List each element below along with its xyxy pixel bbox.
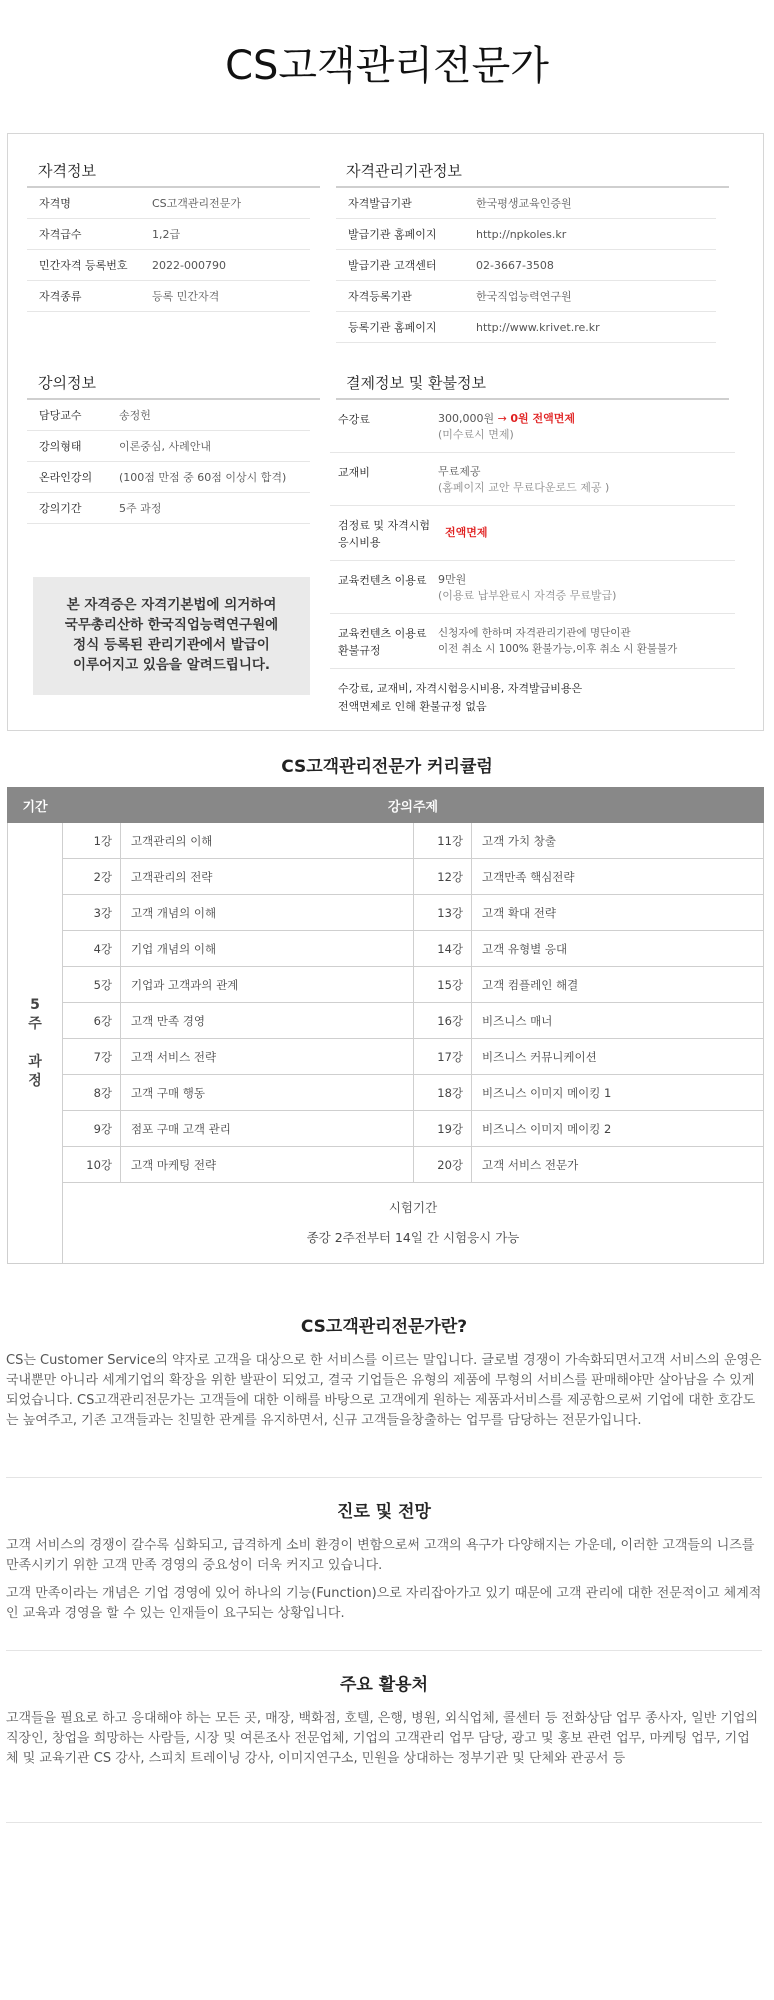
lecture-subject: 고객 마케팅 전략 [121, 1147, 414, 1183]
agency-row [336, 312, 716, 343]
table-row [8, 967, 764, 1003]
content-fee-label: 교육컨텐츠 이용료 [338, 574, 427, 587]
exam-fee-row [330, 506, 735, 561]
lecture-subject: 고객 서비스 전략 [121, 1039, 414, 1075]
career-paragraph: 고객 만족이라는 개념은 기업 경영에 있어 하나의 기능(Function)으로 자리잡아가고 있기 때문에 고객 관리에 대한 전문적이고 체계적인 교육과 경영을 할 수 있는 인재들이 요구되는 상황입니다. [6, 1586, 762, 1621]
agency-key: 등록기관 홈페이지 [348, 321, 437, 334]
fee-label: 수강료 [338, 413, 370, 426]
lecture-number: 7강 [63, 1039, 121, 1075]
notice-line: 정식 등록된 관리기관에서 발급이 [73, 637, 270, 653]
fee-note: (미수료시 면제) [438, 428, 514, 441]
lecture-subject: 비즈니스 매너 [472, 1003, 764, 1039]
book-row [330, 453, 735, 506]
lecture-number: 16강 [414, 1003, 472, 1039]
book-label: 교재비 [338, 466, 370, 479]
lecture-subject: 고객 구매 행동 [121, 1075, 414, 1111]
refund-row [330, 614, 735, 669]
exam-period-title: 시험기간 [388, 1200, 438, 1215]
cert-row [27, 281, 310, 312]
divider [6, 1477, 762, 1478]
lecture-subject: 기업 개념의 이해 [121, 931, 414, 967]
lecture-value: (100점 만점 중 60점 이상시 합격) [119, 471, 287, 484]
arrow-icon: → [497, 412, 507, 425]
cert-value: 2022-000790 [152, 258, 226, 272]
registry-homepage-link[interactable]: http://www.krivet.re.kr [476, 320, 600, 334]
career-title: 진로 및 전망 [337, 1502, 431, 1522]
exam-period-cell [63, 1183, 764, 1264]
refund-summary-line: 전액면제로 인해 환불규정 없음 [338, 700, 487, 713]
lecture-number: 13강 [414, 895, 472, 931]
lecture-number: 3강 [63, 895, 121, 931]
lecture-value: 5주 과정 [119, 502, 162, 515]
lecture-row [27, 493, 310, 524]
lecture-row [27, 431, 310, 462]
refund-summary-line: 수강료, 교재비, 자격시험응시비용, 자격발급비용은 [338, 682, 583, 695]
cert-key: 민간자격 등록번호 [39, 259, 128, 272]
about-body: CS는 Customer Service의 약자로 고객을 대상으로 한 서비스를 이르는 말입니다. 글로벌 경쟁이 가속화되면서고객 서비스의 운영은 국내뿐만 아니라 세계기업의 확장을 위한 발판이 되었고, 결국 기업들은 유형의 제품에 무형의 서비스를 판매해야만 살아남을 수 있게 되었습니다. CS고객관리전문가는 고객들에 대한 이해를 바탕으로 고객에게 원하는 제품과서비스를 제공함으로써 기업에 대한 호감도는 높여주고, 기존 고객들과는 친밀한 관계를 유지하면서, 신규 고객들을창출하는 업무를 담당하는 전문가입니다. [6, 1353, 762, 1428]
topic-header: 강의주제 [63, 788, 764, 823]
curriculum-title: CS고객관리전문가 커리큘럼 [281, 757, 493, 777]
notice-line: 이루어지고 있음을 알려드립니다. [72, 657, 271, 673]
lecture-number: 18강 [414, 1075, 472, 1111]
agency-key: 자격등록기관 [348, 290, 412, 303]
usage-title: 주요 활용처 [339, 1675, 429, 1695]
cert-row [27, 250, 310, 281]
lecture-number: 4강 [63, 931, 121, 967]
refund-value: 신청자에 한하며 자격관리기관에 명단이관 [438, 627, 631, 639]
lecture-number: 9강 [63, 1111, 121, 1147]
cert-key: 자격종류 [39, 290, 82, 303]
table-row [8, 1003, 764, 1039]
agency-row [336, 188, 716, 219]
lecture-row [27, 462, 310, 493]
table-row [8, 1039, 764, 1075]
fee-row [330, 400, 735, 453]
content-fee-note: (이용료 납부완료시 자격증 무료발급) [438, 589, 617, 602]
lecture-number: 8강 [63, 1075, 121, 1111]
lecture-subject: 점포 구매 고객 관리 [121, 1111, 414, 1147]
cert-key: 자격급수 [39, 228, 82, 241]
period-text: 주 [28, 1015, 42, 1032]
cert-row [27, 188, 310, 219]
period-cell [8, 823, 63, 1264]
lecture-subject: 고객관리의 이해 [121, 823, 414, 859]
cert-key: 자격명 [39, 197, 71, 210]
period-text: 5 [30, 996, 40, 1013]
agency-key: 발급기관 홈페이지 [348, 228, 437, 241]
lecture-subject: 고객 가치 창출 [472, 823, 764, 859]
lecture-subject: 기업과 고객과의 관계 [121, 967, 414, 1003]
cert-info-table [27, 188, 310, 312]
about-title: CS고객관리전문가란? [300, 1317, 468, 1337]
content-fee-value: 9만원 [438, 573, 467, 586]
lecture-subject: 비즈니스 이미지 메이킹 2 [472, 1111, 764, 1147]
exam-fee-label: 검정료 및 자격시험 [338, 519, 431, 532]
lecture-number: 11강 [414, 823, 472, 859]
lecture-number: 5강 [63, 967, 121, 1003]
table-row [8, 931, 764, 967]
lecture-number: 10강 [63, 1147, 121, 1183]
notice-line: 국무총리산하 한국직업능력연구원에 [64, 617, 279, 633]
lecture-info-title: 강의정보 [38, 374, 96, 392]
agency-homepage-link[interactable]: http://npkoles.kr [476, 227, 567, 241]
agency-row [336, 219, 716, 250]
content-fee-row [330, 561, 735, 614]
curriculum-table [7, 787, 764, 1264]
period-text: 과 [28, 1053, 42, 1070]
career-section [6, 1497, 762, 1624]
fee-free: 0원 전액면제 [510, 412, 575, 425]
lecture-subject: 고객 컴플레인 해결 [472, 967, 764, 1003]
table-row [8, 1147, 764, 1183]
agency-info-title: 자격관리기관정보 [346, 162, 462, 180]
lecture-number: 2강 [63, 859, 121, 895]
usage-body: 고객들을 필요로 하고 응대해야 하는 모든 곳, 매장, 백화점, 호텔, 은행, 병원, 외식업체, 콜센터 등 전화상담 업무 종사자, 일반 기업의 직장인, 창업을 희망하는 사람들, 시장 및 여론조사 전문업체, 기업의 고객관리 업무 담당, 광고 및 홍보 관련 업무, 마케팅 업무, 기업체 및 교육기관 CS 강사, 스피치 트레이닝 강사, 이미지연구소, 민원을 상대하는 정부기관 및 단체와 관공서 등 [6, 1711, 759, 1766]
lecture-subject: 고객 만족 경영 [121, 1003, 414, 1039]
lecture-number: 14강 [414, 931, 472, 967]
table-row [8, 859, 764, 895]
refund-value-2: 이전 취소 시 100% 환불가능,이후 취소 시 환불불가 [438, 643, 678, 655]
lecture-number: 19강 [414, 1111, 472, 1147]
lecture-number: 6강 [63, 1003, 121, 1039]
lecture-number: 20강 [414, 1147, 472, 1183]
lecture-number: 1강 [63, 823, 121, 859]
lecture-value: 이론중심, 사례안내 [119, 440, 212, 453]
refund-label-2: 환불규정 [338, 644, 381, 657]
agency-row [336, 281, 716, 312]
agency-value: 한국평생교육인증원 [476, 197, 572, 210]
career-paragraph: 고객 서비스의 경쟁이 갈수록 심화되고, 급격하게 소비 환경이 변함으로써 고객의 욕구가 다양해지는 가운데, 이러한 고객들의 니즈를 만족시키기 위한 고객 만족 경영의 중요성이 더욱 커지고 있습니다. [6, 1538, 755, 1573]
cert-row [27, 219, 310, 250]
agency-key: 발급기관 고객센터 [348, 259, 437, 272]
lecture-key: 온라인강의 [39, 471, 93, 484]
payment-table [330, 400, 735, 716]
agency-value: 02-3667-3508 [476, 258, 554, 272]
table-row [8, 1075, 764, 1111]
agency-row [336, 250, 716, 281]
exam-fee-label-2: 응시비용 [338, 536, 381, 549]
lecture-number: 12강 [414, 859, 472, 895]
refund-label: 교육컨텐츠 이용료 [338, 627, 427, 640]
lecture-key: 담당교수 [39, 409, 82, 422]
divider [6, 1822, 762, 1823]
lecture-subject: 고객관리의 전략 [121, 859, 414, 895]
agency-key: 자격발급기관 [348, 197, 412, 210]
certification-notice [33, 577, 310, 695]
table-row [8, 823, 764, 859]
exam-period-row [8, 1183, 764, 1264]
agency-info-table [336, 188, 716, 343]
fee-price: 300,000원 [438, 412, 495, 425]
period-header: 기간 [8, 788, 63, 823]
cert-value: 등록 민간자격 [152, 290, 220, 303]
page-title: CS고객관리전문가 [225, 43, 549, 89]
lecture-subject: 비즈니스 이미지 메이킹 1 [472, 1075, 764, 1111]
table-row [8, 895, 764, 931]
exam-period-desc: 종강 2주전부터 14일 간 시험응시 가능 [306, 1230, 520, 1245]
divider [6, 1650, 762, 1651]
cert-info-title: 자격정보 [38, 162, 96, 180]
lecture-subject: 고객 개념의 이해 [121, 895, 414, 931]
notice-line: 본 자격증은 자격기본법에 의거하여 [66, 597, 277, 613]
table-row [8, 1111, 764, 1147]
period-text: 정 [28, 1072, 42, 1089]
lecture-subject: 고객만족 핵심전략 [472, 859, 764, 895]
lecture-row [27, 400, 310, 431]
lecture-info-table [27, 400, 310, 524]
lecture-value: 송정헌 [119, 409, 151, 422]
cert-value: 1,2급 [152, 228, 181, 241]
lecture-key: 강의기간 [39, 502, 82, 515]
lecture-subject: 고객 확대 전략 [472, 895, 764, 931]
lecture-number: 15강 [414, 967, 472, 1003]
lecture-subject: 고객 서비스 전문가 [472, 1147, 764, 1183]
lecture-number: 17강 [414, 1039, 472, 1075]
lecture-subject: 비즈니스 커뮤니케이션 [472, 1039, 764, 1075]
exam-fee-value: 전액면제 [445, 526, 488, 539]
refund-summary [330, 669, 735, 716]
book-note: (홈페이지 교안 무료다운로드 제공 ) [438, 481, 610, 494]
payment-info-title: 결제정보 및 환불정보 [346, 374, 486, 392]
usage-section [6, 1670, 762, 1769]
lecture-subject: 고객 유형별 응대 [472, 931, 764, 967]
lecture-key: 강의형태 [39, 440, 82, 453]
book-value: 무료제공 [438, 465, 481, 478]
cert-value: CS고객관리전문가 [152, 197, 242, 210]
about-section [6, 1312, 762, 1431]
curriculum-header-row [8, 788, 764, 823]
agency-value: 한국직업능력연구원 [476, 290, 572, 303]
